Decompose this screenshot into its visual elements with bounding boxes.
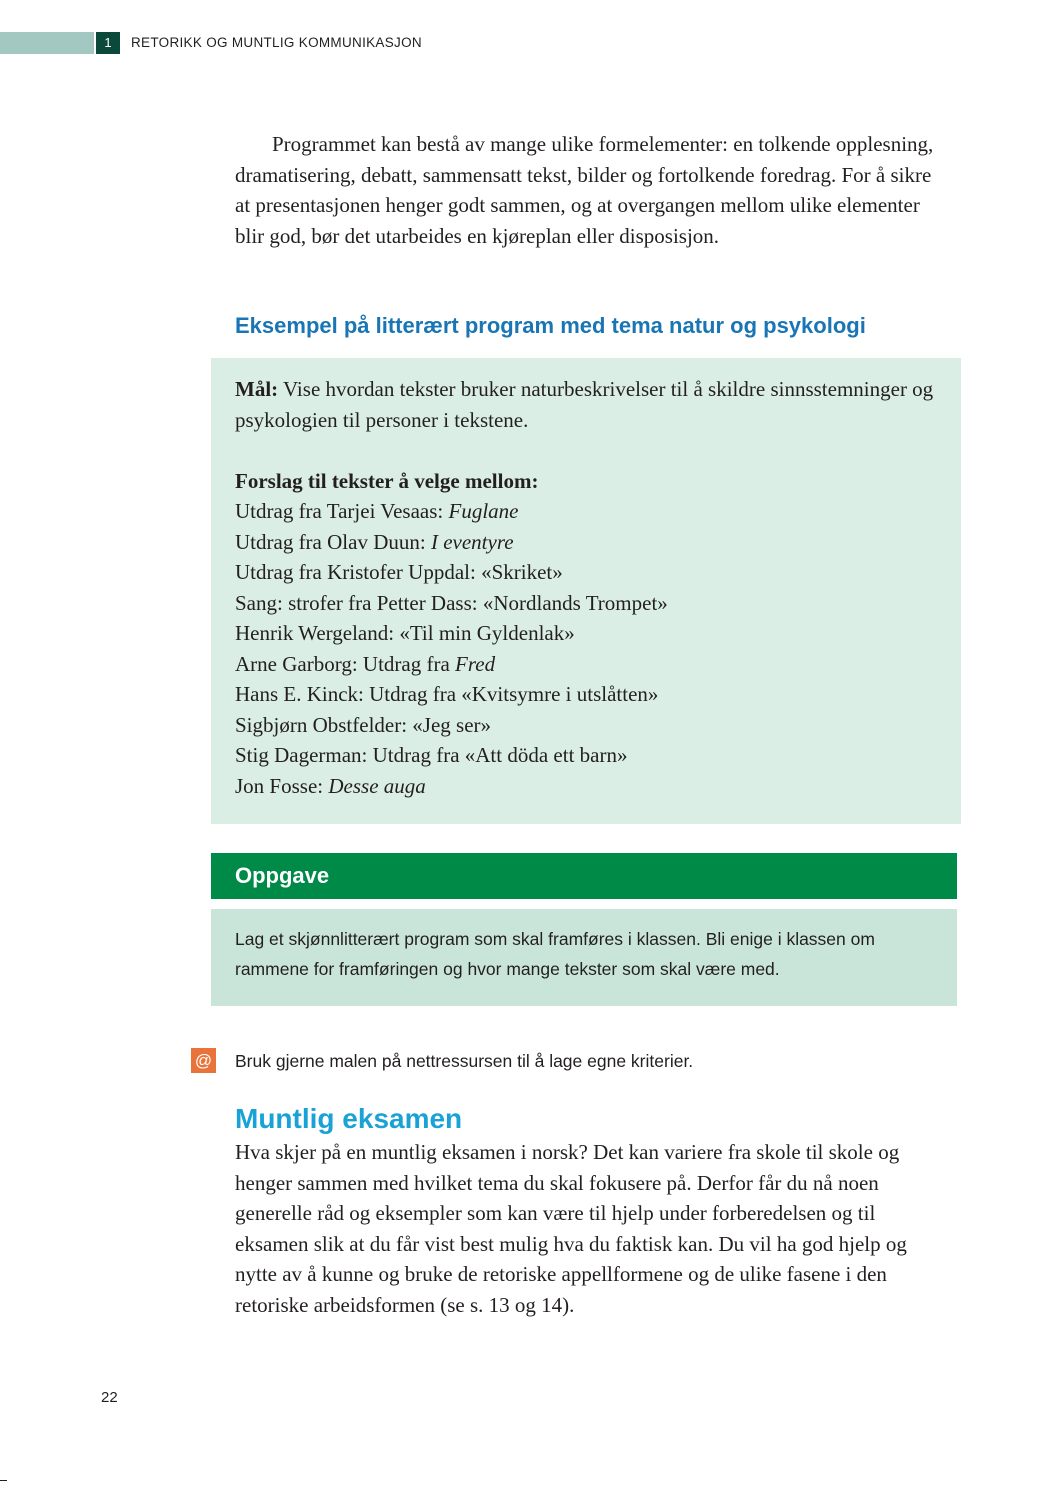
task-title: Oppgave (235, 863, 330, 888)
crop-mark (0, 1480, 7, 1481)
running-head-title: RETORIKK OG MUNTLIG KOMMUNIKASJON (131, 35, 422, 50)
task-box (211, 909, 957, 1006)
goal-text: Vise hvordan tekster bruker naturbeskrivelser til å skildre sinnsstemninger og psykologien til personer i tekstene. (235, 377, 934, 432)
exam-heading: Muntlig eksamen (235, 1103, 463, 1134)
goal-paragraph (235, 374, 935, 435)
example-box (211, 358, 961, 824)
list-item: Stig Dagerman: Utdrag fra «Att döda ett barn» (235, 743, 628, 767)
chapter-number-badge: 1 (96, 32, 120, 54)
example-heading: Eksempel på litterært program med tema natur og psykologi (235, 313, 866, 338)
list-item: Arne Garborg: Utdrag fra Fred (235, 651, 496, 676)
list-item: Utdrag fra Tarjei Vesaas: Fuglane (235, 499, 519, 523)
exam-paragraph: Hva skjer på en muntlig eksamen i norsk? Det kan variere fra skole til skole og henger sammen med hvilket tema du skal fokusere på. Derfor får du nå noen generelle råd og eksempler som kan være til hjelp under forberedelsen og til eksamen slik at du får vist best mulig hva du faktisk kan. Du vil ha god hjelp og nytte av å kunne og bruke de retoriske appellformene og de ulike fasene i den retoriske arbeidsformen (se s. 13 og 14). (235, 1140, 907, 1317)
list-item: Sigbjørn Obstfelder: «Jeg ser» (235, 712, 492, 737)
task-header (211, 853, 957, 899)
intro-paragraph: Programmet kan bestå av mange ulike formelementer: en tolkende opplesning, dramatisering, debatt, sammensatt tekst, bilder og fortolkende foredrag. For å sikre at presentasjonen henger godt sammen, og at overgangen mellom ulike elementer blir god, bør det utarbeides en kjøreplan eller disposisjon. (235, 132, 934, 248)
text-list-heading-label: Forslag til tekster å velge mellom: (235, 468, 539, 493)
task-text: Lag et skjønnlitterært program som skal framføres i klassen. Bli enige i klassen om rammene for framføringen og hvor mange tekster som skal være med. (235, 929, 875, 979)
text-list-heading (235, 466, 935, 497)
list-item: Utdrag fra Kristofer Uppdal: «Skriket» (235, 560, 563, 584)
list-item: Utdrag fra Olav Duun: I eventyre (235, 529, 514, 554)
suggested-texts-list (235, 496, 935, 801)
header-color-bar (0, 32, 94, 54)
at-icon: @ (191, 1048, 216, 1073)
list-item: Jon Fosse: Desse auga (235, 773, 426, 798)
list-item: Sang: strofer fra Petter Dass: «Nordlands Trompet» (235, 590, 668, 615)
page-number: 22 (101, 1389, 118, 1406)
list-item: Hans E. Kinck: Utdrag fra «Kvitsymre i utslåtten» (235, 682, 659, 706)
list-item: Henrik Wergeland: «Til min Gyldenlak» (235, 621, 575, 645)
web-resource-note: Bruk gjerne malen på nettressursen til å lage egne kriterier. (235, 1051, 694, 1071)
goal-label: Mål: (235, 377, 279, 401)
